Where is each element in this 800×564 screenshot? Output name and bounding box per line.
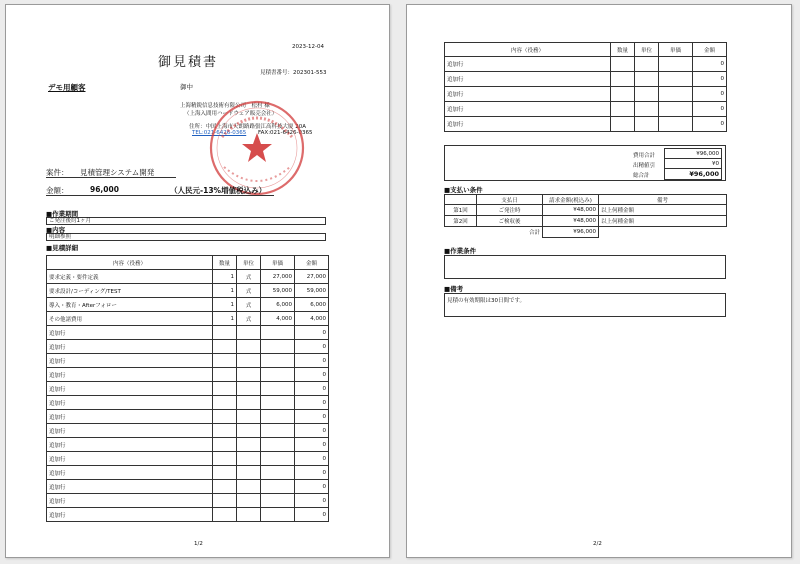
item-price xyxy=(261,368,295,382)
item-amount: 0 xyxy=(295,396,329,410)
table-row xyxy=(47,354,329,368)
period-box xyxy=(46,217,326,225)
table-row xyxy=(47,312,329,326)
item-name: 追加行 xyxy=(47,508,213,522)
item-amount: 6,000 xyxy=(295,298,329,312)
item-amount: 0 xyxy=(693,117,727,132)
item-name: 導入・教育・Afterフォロー xyxy=(47,298,213,312)
payment-amount: ¥48,000 xyxy=(543,205,599,216)
item-unit xyxy=(237,382,261,396)
item-unit xyxy=(237,452,261,466)
item-name: 追加行 xyxy=(47,424,213,438)
payment-total-row xyxy=(445,227,727,238)
payment-note: 以上何種金額 xyxy=(599,216,727,227)
total-label: 総合計 xyxy=(633,173,650,179)
item-price: 27,000 xyxy=(261,270,295,284)
section-detail: ■見積詳細 xyxy=(46,244,79,252)
item-name: その他諸費用 xyxy=(47,312,213,326)
item-unit xyxy=(635,87,659,102)
item-unit xyxy=(635,72,659,87)
item-name: 追加行 xyxy=(47,382,213,396)
total-row xyxy=(665,149,722,159)
item-amount: 0 xyxy=(295,480,329,494)
table-row xyxy=(445,72,727,87)
page-number: 1/2 xyxy=(194,541,203,547)
item-name: 追加行 xyxy=(445,57,611,72)
item-price xyxy=(261,326,295,340)
item-unit xyxy=(237,368,261,382)
item-name: 追加行 xyxy=(47,368,213,382)
item-qty xyxy=(213,368,237,382)
item-amount: 0 xyxy=(295,340,329,354)
item-qty: 1 xyxy=(213,298,237,312)
totals-table xyxy=(664,148,722,180)
col-header-unit: 単位 xyxy=(635,43,659,57)
item-unit xyxy=(237,410,261,424)
item-amount: 0 xyxy=(295,438,329,452)
quote-page-2 xyxy=(406,4,792,558)
col-header-unit: 単位 xyxy=(237,256,261,270)
item-price xyxy=(261,508,295,522)
item-unit xyxy=(237,494,261,508)
item-price xyxy=(261,354,295,368)
item-unit xyxy=(237,466,261,480)
item-name: 追加行 xyxy=(47,480,213,494)
total-label: 出精値引 xyxy=(633,163,656,169)
quote-page-1 xyxy=(5,4,390,558)
customer-honorific: 御中 xyxy=(180,83,193,91)
payment-no: 第2回 xyxy=(445,216,477,227)
amount-note: （人民元-13%増値税込み） xyxy=(170,186,267,195)
item-unit xyxy=(237,340,261,354)
total-row xyxy=(665,169,722,180)
total-row xyxy=(665,159,722,169)
page-number: 2/2 xyxy=(593,541,602,547)
item-qty xyxy=(611,102,635,117)
table-row xyxy=(47,284,329,298)
item-unit xyxy=(237,326,261,340)
item-qty xyxy=(611,87,635,102)
table-row xyxy=(47,438,329,452)
item-qty xyxy=(611,72,635,87)
payment-col-no xyxy=(445,195,477,205)
issuer-tel[interactable]: TEL:021-6426-0365 xyxy=(192,130,247,136)
table-row xyxy=(47,508,329,522)
item-amount: 0 xyxy=(693,57,727,72)
item-amount: 0 xyxy=(295,368,329,382)
item-unit: 式 xyxy=(237,298,261,312)
item-name: 追加行 xyxy=(445,117,611,132)
payment-note: 以上何種金額 xyxy=(599,205,727,216)
item-unit xyxy=(237,480,261,494)
item-price xyxy=(261,382,295,396)
item-qty xyxy=(213,466,237,480)
project-underline xyxy=(46,177,176,178)
table-row xyxy=(47,466,329,480)
estimate-detail-table-continued xyxy=(444,42,727,132)
conditions-box xyxy=(444,255,726,279)
item-name: 追加行 xyxy=(445,102,611,117)
item-qty xyxy=(213,494,237,508)
item-price xyxy=(261,340,295,354)
amount-underline xyxy=(46,195,274,196)
item-amount: 0 xyxy=(693,87,727,102)
col-header-amount: 金額 xyxy=(693,43,727,57)
item-unit xyxy=(635,57,659,72)
section-payment: ■支払い条件 xyxy=(444,186,483,194)
payment-no: 第1回 xyxy=(445,205,477,216)
item-amount: 27,000 xyxy=(295,270,329,284)
issuer-fax: FAX:021-6426-0365 xyxy=(258,130,313,136)
item-amount: 0 xyxy=(295,354,329,368)
payment-col-note: 備考 xyxy=(599,195,727,205)
section-notes: ■備考 xyxy=(444,285,464,293)
item-unit xyxy=(237,424,261,438)
item-qty: 1 xyxy=(213,312,237,326)
project-label: 案件： xyxy=(46,168,69,177)
table-row xyxy=(445,117,727,132)
table-row xyxy=(445,102,727,117)
payment-total-label: 合計 xyxy=(477,227,543,238)
col-header-price: 単価 xyxy=(659,43,693,57)
issuer-address: 住所：中国上海市天朗路路張江高科技大廈 20A xyxy=(189,124,307,130)
item-name: 追加行 xyxy=(47,494,213,508)
item-amount: 0 xyxy=(295,466,329,480)
item-amount: 0 xyxy=(693,102,727,117)
item-qty xyxy=(611,117,635,132)
item-qty: 1 xyxy=(213,284,237,298)
table-row xyxy=(445,57,727,72)
col-header-content: 内容（役務） xyxy=(445,43,611,57)
col-header-price: 単価 xyxy=(261,256,295,270)
table-row xyxy=(445,87,727,102)
item-qty xyxy=(213,508,237,522)
issuer-company-sub: （上海入間用ハードウェア販売会社） xyxy=(184,111,278,117)
item-price xyxy=(261,424,295,438)
content-value: 明細参照 xyxy=(49,234,72,240)
item-amount: 0 xyxy=(295,382,329,396)
payment-date: ご検収後 xyxy=(477,216,543,227)
item-price xyxy=(261,494,295,508)
content-box xyxy=(46,233,326,241)
item-qty xyxy=(213,326,237,340)
item-price xyxy=(261,396,295,410)
item-price xyxy=(659,57,693,72)
item-unit xyxy=(237,438,261,452)
col-header-qty: 数量 xyxy=(611,43,635,57)
item-price xyxy=(659,72,693,87)
payment-row xyxy=(445,216,727,227)
total-label: 費用合計 xyxy=(633,153,656,159)
item-unit xyxy=(237,354,261,368)
item-qty xyxy=(213,354,237,368)
item-qty xyxy=(213,410,237,424)
item-amount: 0 xyxy=(295,326,329,340)
item-qty xyxy=(213,438,237,452)
item-unit: 式 xyxy=(237,284,261,298)
customer-name: デモ用顧客 xyxy=(48,83,86,92)
item-price xyxy=(659,87,693,102)
issuer-company: 上海精鋭信息技術有限公司 松村 様 xyxy=(180,103,270,109)
document-title: 御見積書 xyxy=(158,55,219,70)
item-amount: 4,000 xyxy=(295,312,329,326)
table-row xyxy=(47,368,329,382)
item-name: 追加行 xyxy=(47,410,213,424)
item-unit xyxy=(237,508,261,522)
section-content: ■内容 xyxy=(46,226,66,234)
item-name: 追加行 xyxy=(47,466,213,480)
payment-table xyxy=(444,194,727,238)
item-unit xyxy=(635,117,659,132)
company-seal-stamp xyxy=(202,97,312,199)
table-row xyxy=(47,480,329,494)
payment-header-row xyxy=(445,195,727,205)
item-price xyxy=(261,452,295,466)
total-value: ¥96,000 xyxy=(665,149,722,159)
item-amount: 0 xyxy=(295,410,329,424)
table-row xyxy=(47,340,329,354)
table-row xyxy=(47,410,329,424)
table-header-row xyxy=(445,43,727,57)
item-price xyxy=(261,438,295,452)
item-amount: 59,000 xyxy=(295,284,329,298)
table-row xyxy=(47,382,329,396)
item-unit: 式 xyxy=(237,312,261,326)
item-name: 追加行 xyxy=(445,87,611,102)
table-row xyxy=(47,452,329,466)
item-name: 追加行 xyxy=(47,396,213,410)
item-price xyxy=(261,466,295,480)
item-name: 要求設計/コーディング/TEST xyxy=(47,284,213,298)
item-name: 追加行 xyxy=(47,452,213,466)
item-name: 追加行 xyxy=(47,354,213,368)
item-qty xyxy=(213,396,237,410)
notes-value: 見積の有効期限は30日間です。 xyxy=(447,298,526,304)
col-header-amount: 金額 xyxy=(295,256,329,270)
table-row xyxy=(47,424,329,438)
item-amount: 0 xyxy=(693,72,727,87)
table-row xyxy=(47,494,329,508)
payment-amount: ¥48,000 xyxy=(543,216,599,227)
item-name: 追加行 xyxy=(47,340,213,354)
total-value: ¥96,000 xyxy=(665,169,722,180)
item-price xyxy=(261,480,295,494)
total-value: ¥0 xyxy=(665,159,722,169)
item-amount: 0 xyxy=(295,508,329,522)
item-name: 追加行 xyxy=(47,438,213,452)
item-amount: 0 xyxy=(295,452,329,466)
item-price xyxy=(261,410,295,424)
col-header-content: 内容（役務） xyxy=(47,256,213,270)
amount-value: 96,000 xyxy=(90,185,119,194)
estimate-detail-table xyxy=(46,255,329,522)
payment-total-value: ¥96,000 xyxy=(543,227,599,238)
payment-date: ご発注時 xyxy=(477,205,543,216)
item-price xyxy=(659,102,693,117)
item-price: 4,000 xyxy=(261,312,295,326)
item-unit: 式 xyxy=(237,270,261,284)
table-row xyxy=(47,326,329,340)
item-name: 追加行 xyxy=(47,326,213,340)
item-price: 59,000 xyxy=(261,284,295,298)
payment-col-date: 支払日 xyxy=(477,195,543,205)
payment-row xyxy=(445,205,727,216)
issue-date: 2023-12-04 xyxy=(292,44,324,50)
section-period: ■作業期間 xyxy=(46,210,79,218)
item-name: 要求定義・要件定義 xyxy=(47,270,213,284)
item-unit xyxy=(635,102,659,117)
table-row xyxy=(47,298,329,312)
item-price: 6,000 xyxy=(261,298,295,312)
item-qty xyxy=(213,424,237,438)
table-row xyxy=(47,270,329,284)
quote-number: 見積書番号：202301-553 xyxy=(260,70,327,76)
item-qty: 1 xyxy=(213,270,237,284)
period-value: ご発注後約1ヶ月 xyxy=(49,218,91,224)
amount-label: 金額： xyxy=(46,186,69,195)
section-conditions: ■作業条件 xyxy=(444,247,477,255)
item-amount: 0 xyxy=(295,494,329,508)
payment-col-amount: 請求金額(税込み) xyxy=(543,195,599,205)
notes-box xyxy=(444,293,726,317)
item-qty xyxy=(213,340,237,354)
table-header-row xyxy=(47,256,329,270)
item-name: 追加行 xyxy=(445,72,611,87)
item-qty xyxy=(611,57,635,72)
item-qty xyxy=(213,382,237,396)
project-name: 見積管理システム開発 xyxy=(80,168,155,177)
item-qty xyxy=(213,480,237,494)
col-header-qty: 数量 xyxy=(213,256,237,270)
table-row xyxy=(47,396,329,410)
item-price xyxy=(659,117,693,132)
item-qty xyxy=(213,452,237,466)
totals-box xyxy=(444,145,726,181)
item-amount: 0 xyxy=(295,424,329,438)
item-unit xyxy=(237,396,261,410)
